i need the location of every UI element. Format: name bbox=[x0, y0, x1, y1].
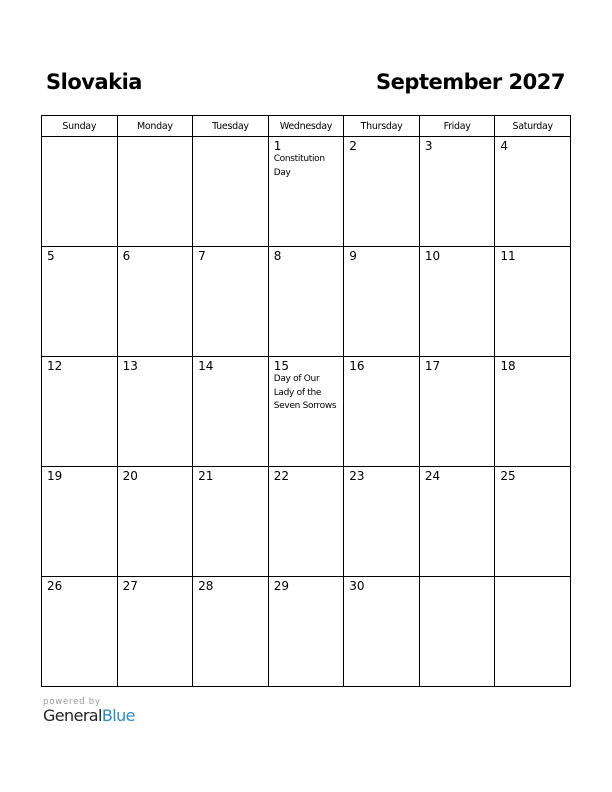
day-cell bbox=[268, 577, 344, 687]
day-cell bbox=[419, 577, 495, 687]
month-year-title: September 2027 bbox=[376, 70, 565, 94]
powered-by-label: powered by bbox=[43, 697, 101, 707]
week-row bbox=[42, 247, 571, 357]
day-cell bbox=[268, 467, 344, 577]
day-number: 14 bbox=[198, 359, 214, 373]
day-number: 16 bbox=[349, 359, 365, 373]
holiday-label: Day of Our Lady of the Seven Sorrows bbox=[273, 374, 337, 411]
day-number: 21 bbox=[198, 469, 214, 483]
day-cell bbox=[419, 247, 495, 357]
weekday-thursday: Thursday bbox=[344, 116, 420, 137]
day-number: 19 bbox=[47, 469, 63, 483]
day-number: 3 bbox=[424, 139, 433, 153]
day-cell bbox=[268, 247, 344, 357]
week-row bbox=[42, 357, 571, 467]
day-number: 18 bbox=[500, 359, 516, 373]
day-number: 24 bbox=[424, 469, 441, 483]
day-cell bbox=[42, 137, 118, 247]
day-number: 23 bbox=[349, 469, 365, 483]
day-cell bbox=[344, 357, 420, 467]
day-number: 11 bbox=[500, 249, 516, 263]
day-cell bbox=[42, 577, 118, 687]
day-cell bbox=[117, 247, 193, 357]
day-number: 1 bbox=[273, 139, 282, 153]
day-cell bbox=[344, 247, 420, 357]
week-row bbox=[42, 467, 571, 577]
generalblue-logo bbox=[43, 706, 135, 725]
day-cell bbox=[495, 467, 571, 577]
day-number: 26 bbox=[47, 579, 63, 593]
day-number: 17 bbox=[424, 359, 441, 373]
day-cell bbox=[193, 467, 269, 577]
day-number bbox=[118, 137, 193, 139]
week-row bbox=[42, 137, 571, 247]
day-cell bbox=[495, 137, 571, 247]
week-row bbox=[42, 577, 571, 687]
day-cell bbox=[495, 247, 571, 357]
day-number: 6 bbox=[122, 249, 131, 263]
day-number: 25 bbox=[500, 469, 516, 483]
weekday-monday: Monday bbox=[117, 116, 193, 137]
day-cell bbox=[419, 137, 495, 247]
day-cell bbox=[193, 137, 269, 247]
weekday-sunday: Sunday bbox=[42, 116, 118, 137]
weekday-saturday: Saturday bbox=[495, 116, 571, 137]
day-number bbox=[193, 137, 268, 139]
day-number: 8 bbox=[273, 249, 282, 263]
day-cell bbox=[268, 357, 344, 467]
footer-branding bbox=[43, 697, 135, 725]
day-number bbox=[495, 577, 570, 579]
calendar-grid bbox=[41, 115, 571, 687]
day-cell bbox=[42, 357, 118, 467]
day-cell bbox=[344, 577, 420, 687]
day-number: 20 bbox=[122, 469, 138, 483]
day-number: 30 bbox=[349, 579, 365, 593]
day-number: 13 bbox=[122, 359, 138, 373]
holiday-label: Constitution Day bbox=[273, 154, 325, 178]
day-number: 10 bbox=[424, 249, 441, 263]
day-number bbox=[420, 577, 495, 579]
day-cell bbox=[344, 137, 420, 247]
weekday-friday: Friday bbox=[419, 116, 495, 137]
day-cell bbox=[117, 357, 193, 467]
brand-general: General bbox=[43, 706, 102, 725]
day-number: 29 bbox=[273, 579, 289, 593]
day-cell bbox=[495, 357, 571, 467]
day-number: 27 bbox=[122, 579, 138, 593]
day-cell bbox=[344, 467, 420, 577]
day-number: 2 bbox=[349, 139, 357, 153]
weekday-wednesday: Wednesday bbox=[268, 116, 344, 137]
day-cell bbox=[268, 137, 344, 247]
day-number: 7 bbox=[198, 249, 206, 263]
day-cell bbox=[193, 357, 269, 467]
day-number: 28 bbox=[198, 579, 214, 593]
day-cell bbox=[495, 577, 571, 687]
day-number: 5 bbox=[47, 249, 55, 263]
day-number: 4 bbox=[500, 139, 509, 153]
day-cell bbox=[193, 247, 269, 357]
country-title: Slovakia bbox=[46, 70, 142, 94]
day-number: 9 bbox=[349, 249, 357, 263]
day-cell bbox=[117, 467, 193, 577]
day-cell bbox=[42, 467, 118, 577]
day-cell bbox=[117, 137, 193, 247]
day-cell bbox=[42, 247, 118, 357]
day-cell bbox=[419, 467, 495, 577]
day-number: 12 bbox=[47, 359, 63, 373]
day-number bbox=[42, 137, 117, 139]
day-cell bbox=[193, 577, 269, 687]
day-number: 15 bbox=[273, 359, 289, 373]
weekday-tuesday: Tuesday bbox=[193, 116, 269, 137]
day-cell bbox=[419, 357, 495, 467]
brand-blue: Blue bbox=[101, 706, 135, 725]
weekday-header-row bbox=[42, 116, 571, 137]
day-number: 22 bbox=[273, 469, 289, 483]
day-cell bbox=[117, 577, 193, 687]
